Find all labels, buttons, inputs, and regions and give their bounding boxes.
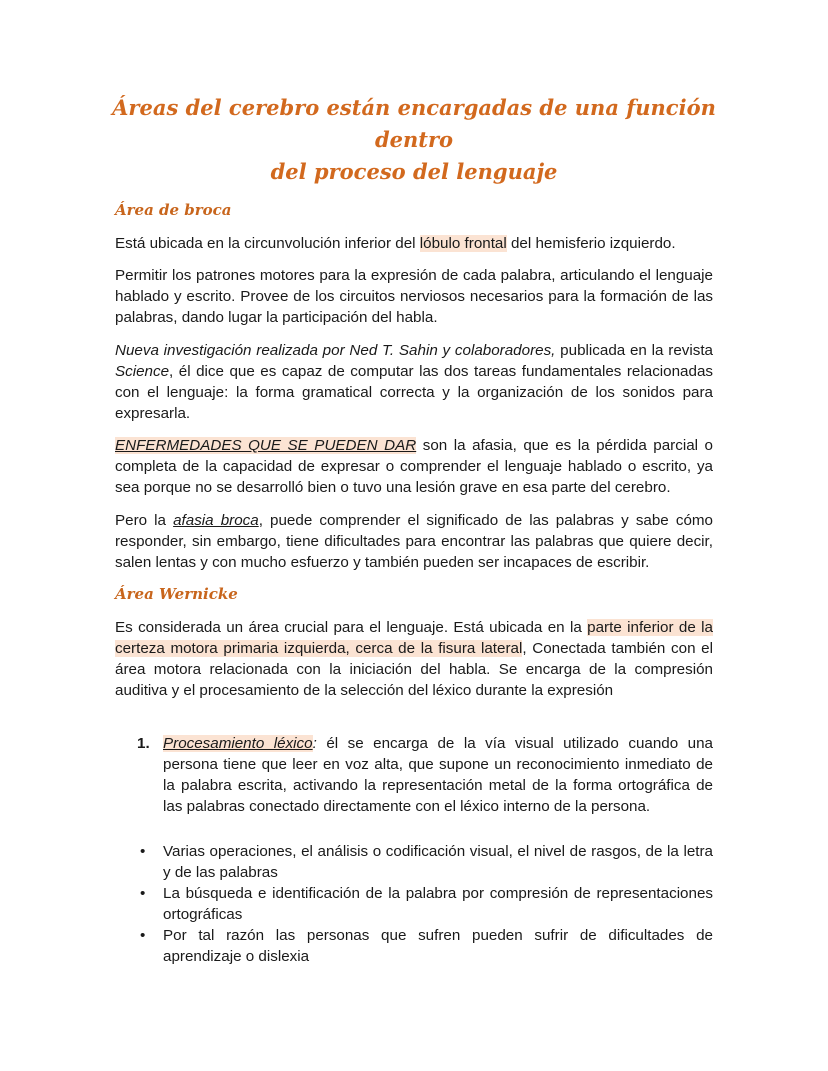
broca-paragraph-2: Permitir los patrones motores para la expresión de cada palabra, articulando el lenguaje hablado y escrito. Provee de los circuitos nerviosos necesarios para la formación de las palabras, dando lugar la participación del habla.: [115, 267, 713, 326]
italic-science: Science: [115, 363, 170, 380]
italic-researchers: Nueva investigación realizada por Ned T. Sahin y colaboradores,: [115, 342, 556, 359]
term-procesamiento-lexico: Procesamiento léxico: [163, 735, 313, 752]
title-line-1: Áreas del cerebro están encargadas de una función dentro: [112, 95, 716, 152]
bullet-list: [115, 841, 713, 967]
bullet-icon: •: [140, 927, 146, 944]
list-item: • Varias operaciones, el análisis o codificación visual, el nivel de rasgos, de la letra y de las palabras: [140, 843, 713, 881]
document-title: [100, 92, 728, 188]
wernicke-paragraph-1: Es considerada un área crucial para el lenguaje. Está ubicada en la parte inferior de la certeza motora primaria izquierda, cerca de la fisura lateral, Conectada también con el área motora relacionada con la iniciación del habla. Se encarga de la compresión auditiva y el procesamiento de la selección del léxico durante la expresión: [115, 619, 713, 699]
broca-paragraph-3: Nueva investigación realizada por Ned T. Sahin y colaboradores, publicada en la revista Science, él dice que es capaz de computar las dos tareas fundamentales relacionadas con el lenguaje: la forma gramatical correcta y la organización de los sonidos para expresarla.: [115, 342, 713, 422]
list-item: • Por tal razón las personas que sufren pueden sufrir de dificultades de aprendizaje o dislexia: [140, 927, 713, 965]
highlight-lobulo-frontal: lóbulo frontal: [419, 235, 507, 252]
heading-area-broca: Área de broca: [115, 201, 232, 219]
bullet-icon: •: [140, 885, 146, 902]
list-item: 1. Procesamiento léxico: él se encarga de la vía visual utilizado cuando una persona tiene que leer en voz alta, que supone un reconocimiento inmediato de la palabra escrita, activando la representación metal de la forma ortográfica de las palabras conectado directamente con el léxico interno de la persona.: [137, 735, 713, 815]
broca-paragraph-5: Pero la afasia broca, puede comprender el significado de las palabras y sabe cómo responder, sin embargo, tiene dificultades para encontrar las palabras que quiere decir, salen lentas y con mucho esfuerzo y también pueden ser incapaces de escribir.: [115, 512, 713, 571]
numbered-list: [115, 733, 713, 817]
broca-paragraph-1: Está ubicada en la circunvolución inferior del lóbulo frontal del hemisferio izquierdo.: [115, 235, 676, 252]
highlight-enfermedades: ENFERMEDADES QUE SE PUEDEN DAR: [115, 437, 417, 454]
heading-area-wernicke: Área Wernicke: [115, 585, 238, 603]
title-line-2: del proceso del lenguaje: [270, 159, 558, 184]
list-item: • La búsqueda e identificación de la palabra por compresión de representaciones ortográficas: [140, 885, 713, 923]
bullet-icon: •: [140, 843, 146, 860]
link-afasia-broca[interactable]: afasia broca: [173, 512, 259, 529]
list-number: 1.: [137, 735, 150, 752]
highlight-parte-inferior: parte inferior de la certeza motora primaria izquierda, cerca de la fisura lateral: [115, 619, 713, 657]
broca-paragraph-4: ENFERMEDADES QUE SE PUEDEN DAR son la afasia, que es la pérdida parcial o completa de la capacidad de expresar o comprender el lenguaje hablado o escrito, ya sea porque no se desarrolló bien o tuvo una lesión grave en esa parte del cerebro.: [115, 437, 713, 496]
